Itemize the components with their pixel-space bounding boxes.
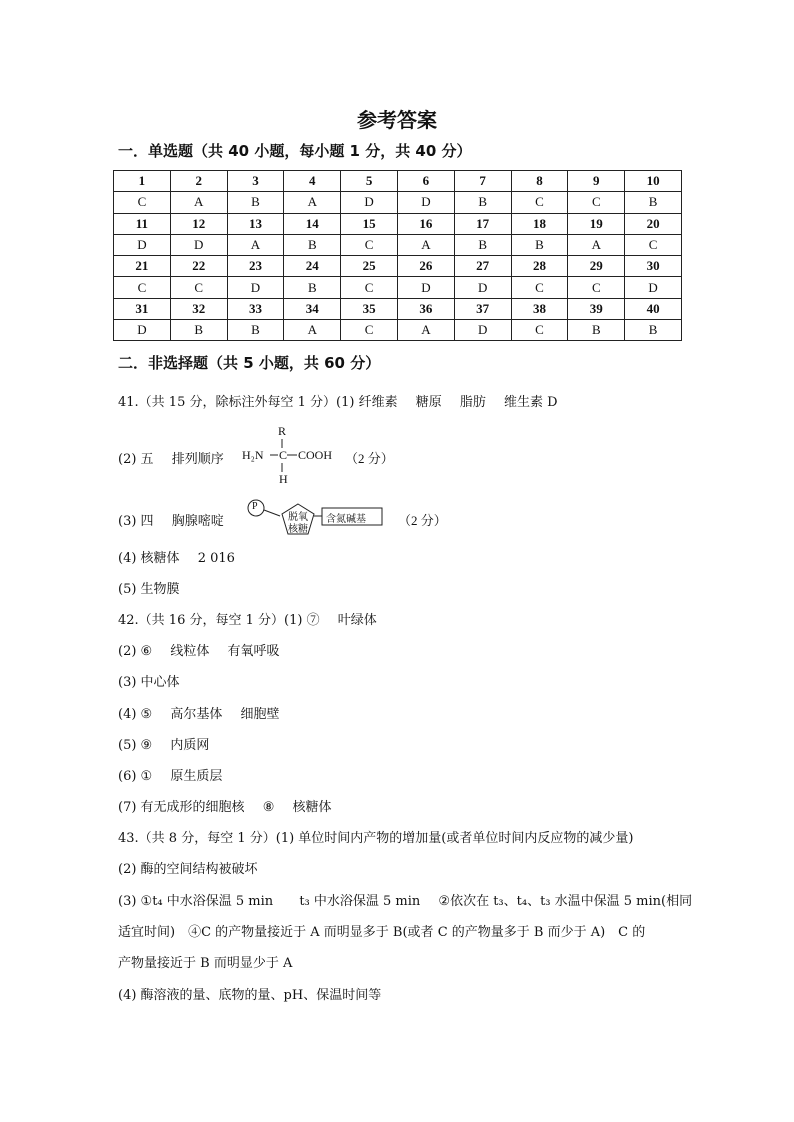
nucleotide-sugar1: 脱氧 [288,512,308,523]
answer-cell: D [454,277,511,298]
answer-row [114,277,682,298]
question-number-cell: 38 [511,298,568,319]
question-number-cell: 30 [625,256,682,277]
question-number-row [114,213,682,234]
q42-p5-label: (5) ⑨ [118,738,153,753]
q42-p2-0: 线粒体 [170,644,210,659]
q42-p4-0: 高尔基体 [170,707,223,722]
nucleotide-base: 含氮碱基 [326,514,366,525]
answer-cell: B [170,320,227,341]
q42-p6: 原生质层 [170,769,223,784]
amino-r: R [278,424,287,438]
nucleotide-p: P [252,501,258,512]
q42-a1: 叶绿体 [337,613,377,628]
q43-line2: (2) 酶的空间结构被破坏 [118,862,258,877]
q41-p3-text: 胸腺嘧啶 [171,514,224,529]
answer-cell: C [511,192,568,213]
question-number-cell: 20 [625,213,682,234]
q43-line1: 43.（共 8 分，每空 1 分）(1) 单位时间内产物的增加量(或者单位时间内反应物的减少量) [118,831,634,846]
q42-line3: (3) 中心体 [118,675,180,690]
q41-p2-label: (2) 五 [118,452,154,467]
answer-cell: A [284,320,341,341]
q42-line1 [118,609,377,628]
answer-row [114,320,682,341]
question-number-cell: 4 [284,171,341,192]
question-number-cell: 5 [341,171,398,192]
answer-cell: B [454,234,511,255]
q41-a1-2: 脂肪 [459,395,486,410]
q41-a1-1: 糖原 [415,395,442,410]
answer-cell: D [397,277,454,298]
q42-line6 [118,765,222,784]
answer-cell: B [227,320,284,341]
question-number-cell: 21 [114,256,171,277]
answer-cell: C [511,277,568,298]
question-number-cell: 32 [170,298,227,319]
question-number-cell: 2 [170,171,227,192]
page-title: 参考答案 [357,108,437,132]
answer-cell: D [114,234,171,255]
answer-cell: D [227,277,284,298]
q43-line3a: (3) ①t₄ 中水浴保温 5 min [118,894,274,909]
question-number-row [114,256,682,277]
question-number-cell: 11 [114,213,171,234]
q42-line2 [118,640,280,659]
answer-cell: C [568,192,625,213]
q42-p6-label: (6) ① [118,769,153,784]
q42-p4-1: 细胞壁 [240,707,280,722]
answer-cell: A [397,320,454,341]
question-number-cell: 8 [511,171,568,192]
answer-cell: D [114,320,171,341]
amino-c: C [279,448,288,462]
q41-line4 [118,547,235,566]
question-number-cell: 24 [284,256,341,277]
q41-p4-label: (4) 核糖体 [118,551,180,566]
question-number-cell: 27 [454,256,511,277]
answer-cell: A [397,234,454,255]
answer-cell: A [568,234,625,255]
question-number-cell: 19 [568,213,625,234]
answer-cell: D [341,192,398,213]
question-number-cell: 37 [454,298,511,319]
answer-cell: B [454,192,511,213]
answer-cell: A [227,234,284,255]
q43-line3 [118,890,692,909]
q41-line2 [118,448,224,467]
q41-line5: (5) 生物膜 [118,582,180,597]
question-number-cell: 31 [114,298,171,319]
answer-cell: C [114,277,171,298]
answer-cell: C [625,234,682,255]
answer-cell: B [227,192,284,213]
answer-cell: C [170,277,227,298]
answer-cell: B [625,320,682,341]
answer-cell: B [568,320,625,341]
q43-line3c: ②依次在 t₃、t₄、t₃ 水温中保温 5 min(相同 [438,894,693,909]
question-number-cell: 6 [397,171,454,192]
answer-cell: C [511,320,568,341]
question-number-cell: 13 [227,213,284,234]
answer-cell: B [625,192,682,213]
question-number-cell: 9 [568,171,625,192]
nucleotide-sugar2: 核糖 [288,524,308,535]
q42-p7-label: (7) 有无成形的细胞核 [118,800,245,815]
answer-cell: D [454,320,511,341]
amino-cooh: COOH [298,448,333,462]
q41-p2-text: 排列顺序 [171,452,224,467]
question-number-cell: 10 [625,171,682,192]
question-number-cell: 3 [227,171,284,192]
section2-heading: 二．非选择题（共 5 小题，共 60 分） [118,354,381,372]
q43-line5: 产物量接近于 B 而明显少于 A [118,956,293,971]
q41-a1-0: 纤维素 [358,395,398,410]
q42-p7-mark: ⑧ [262,800,275,815]
q41-line3 [118,510,224,529]
question-number-cell: 34 [284,298,341,319]
question-number-cell: 7 [454,171,511,192]
answer-cell: A [284,192,341,213]
q43-line3b: t₃ 中水浴保温 5 min [299,894,421,909]
answer-cell: A [170,192,227,213]
question-number-cell: 35 [341,298,398,319]
answer-cell: C [341,320,398,341]
question-number-cell: 18 [511,213,568,234]
q41-p3-label: (3) 四 [118,514,154,529]
question-number-cell: 16 [397,213,454,234]
question-number-cell: 29 [568,256,625,277]
q41-line1 [118,391,558,410]
question-number-cell: 33 [227,298,284,319]
question-number-cell: 25 [341,256,398,277]
q42-p7-value: 核糖体 [292,800,332,815]
question-number-cell: 39 [568,298,625,319]
answer-cell: D [625,277,682,298]
section1-heading: 一．单选题（共 40 小题，每小题 1 分，共 40 分） [118,142,472,160]
q42-p4-label: (4) ⑤ [118,707,153,722]
amino-bonds [240,420,350,490]
q42-line5 [118,734,209,753]
nucleotide-score: （2 分） [398,513,447,528]
answer-cell: D [397,192,454,213]
q42-line7 [118,796,332,815]
answer-row [114,192,682,213]
question-number-cell: 28 [511,256,568,277]
answer-cell: C [341,277,398,298]
question-number-row [114,298,682,319]
answer-cell: D [170,234,227,255]
question-number-cell: 22 [170,256,227,277]
question-number-cell: 36 [397,298,454,319]
question-number-cell: 14 [284,213,341,234]
answer-cell: B [284,277,341,298]
amino-score: （2 分） [345,451,394,466]
q43-line4: 适宜时间) ④C 的产物量接近于 A 而明显多于 B(或者 C 的产物量多于 B 而少于 A) C 的 [118,925,646,940]
q42-p2-label: (2) ⑥ [118,644,153,659]
answer-cell: C [114,192,171,213]
question-number-cell: 1 [114,171,171,192]
answer-table [113,170,682,341]
answer-cell: B [511,234,568,255]
question-number-cell: 17 [454,213,511,234]
q41-p4-value: 2 016 [197,551,235,566]
answer-cell: C [341,234,398,255]
amino-h2n: H₂N [242,448,264,462]
answer-cell: B [284,234,341,255]
q41-a1-3: 维生素 D [504,395,558,410]
question-number-cell: 12 [170,213,227,234]
q42-intro: 42.（共 16 分，每空 1 分）(1) ⑦ [118,613,320,628]
q41-intro: 41.（共 15 分，除标注外每空 1 分）(1) [118,395,355,410]
amino-h: H [279,472,288,486]
q43-line6: (4) 酶溶液的量、底物的量、pH、保温时间等 [118,988,382,1003]
nucleotide-diagram [244,498,394,540]
question-number-cell: 26 [397,256,454,277]
question-number-row [114,171,682,192]
q42-p5: 内质网 [170,738,210,753]
question-number-cell: 40 [625,298,682,319]
question-number-cell: 15 [341,213,398,234]
answer-cell: C [568,277,625,298]
answer-row [114,234,682,255]
q42-line4 [118,703,280,722]
q42-p2-1: 有氧呼吸 [227,644,280,659]
question-number-cell: 23 [227,256,284,277]
